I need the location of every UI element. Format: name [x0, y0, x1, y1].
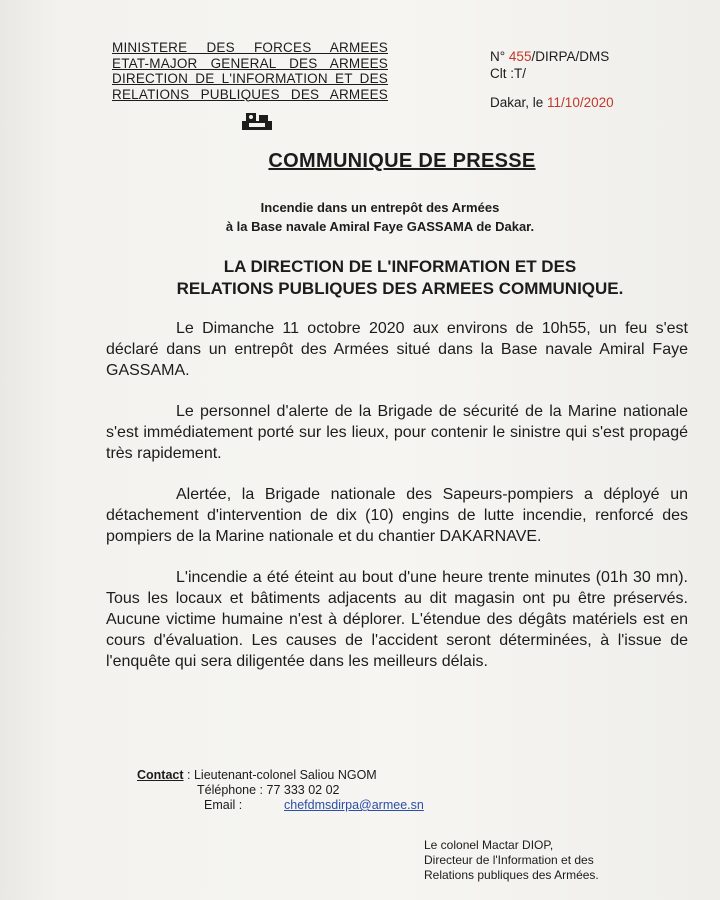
- classification: Clt :T/: [490, 66, 526, 81]
- subtitle-line: à la Base navale Amiral Faye GASSAMA de Dakar.: [225, 219, 535, 234]
- contact-label: Contact: [137, 768, 184, 782]
- heading-line: LA DIRECTION DE L'INFORMATION ET DES: [223, 257, 577, 276]
- reference-number: [490, 48, 609, 65]
- signature-line: Directeur de l'Information et des: [424, 853, 594, 867]
- contact-name-row: [137, 768, 377, 783]
- ministry-line: ETAT-MAJOR GENERAL DES ARMEES: [112, 55, 388, 71]
- heading-line: RELATIONS PUBLIQUES DES ARMEES COMMUNIQUE.: [176, 279, 624, 298]
- ref-number: 455: [508, 49, 532, 64]
- paragraph: Le personnel d'alerte de la Brigade de sécurité de la Marine nationale s'est immédiatement porté sur les lieux, pour contenir le sinistre qui s'est propagé très rapidement.: [106, 403, 688, 462]
- email-link[interactable]: chefdmsdirpa@armee.sn: [284, 798, 424, 812]
- email-label: Email :: [204, 798, 243, 812]
- ministry-line: MINISTERE DES FORCES ARMEES: [112, 40, 388, 55]
- ref-suffix: /DIRPA/DMS: [531, 49, 610, 64]
- ministry-header: [112, 40, 388, 102]
- paragraph: L'incendie a été éteint au bout d'une heure trente minutes (01h 30 mn). Tous les locaux et bâtiments adjacents au dit magasin ont pu être préservés. Aucune victime humaine n'est à déplorer. L'étendue des dégâts matériels est en cours d'évaluation. Les causes de l'accident seront déterminées, à l'issue de l'enquête qui sera diligentée dans les meilleurs délais.: [106, 569, 688, 670]
- page-title: COMMUNIQUE DE PRESSE: [268, 150, 536, 172]
- communique-heading: [120, 256, 680, 300]
- seal-emblem-icon: [240, 110, 274, 132]
- subtitle-line: Incendie dans un entrepôt des Armées: [260, 200, 500, 215]
- date-line: [490, 95, 614, 110]
- paragraph: Alertée, la Brigade nationale des Sapeurs-pompiers a déployé un détachement d'intervention de dix (10) engins de lutte incendie, renforcé des pompiers de la Marine nationale et du chantier DAKARNAVE.: [106, 486, 688, 545]
- contact-block: [137, 768, 424, 813]
- signature-block: [424, 838, 599, 883]
- subtitle: [200, 198, 560, 236]
- contact-name: : Lieutenant-colonel Saliou NGOM: [187, 768, 377, 782]
- ministry-line: RELATIONS PUBLIQUES DES ARMEES: [112, 86, 388, 102]
- ref-prefix: N°: [490, 49, 506, 64]
- contact-email-row: [137, 798, 424, 813]
- page-title-wrapper: [0, 150, 720, 173]
- paragraph: Le Dimanche 11 octobre 2020 aux environs de 10h55, un feu s'est déclaré dans un entrepôt des Armées situé dans la Base navale Amiral Faye GASSAMA.: [106, 320, 688, 379]
- ministry-line: DIRECTION DE L'INFORMATION ET DES: [112, 71, 388, 86]
- reference-block: [490, 48, 609, 82]
- contact-phone: Téléphone : 77 333 02 02: [197, 783, 340, 797]
- date-value: 11/10/2020: [547, 95, 614, 110]
- signature-line: Relations publiques des Armées.: [424, 868, 599, 882]
- communique-body: [106, 318, 688, 692]
- signature-line: Le colonel Mactar DIOP,: [424, 838, 554, 852]
- date-prefix: Dakar, le: [490, 95, 544, 110]
